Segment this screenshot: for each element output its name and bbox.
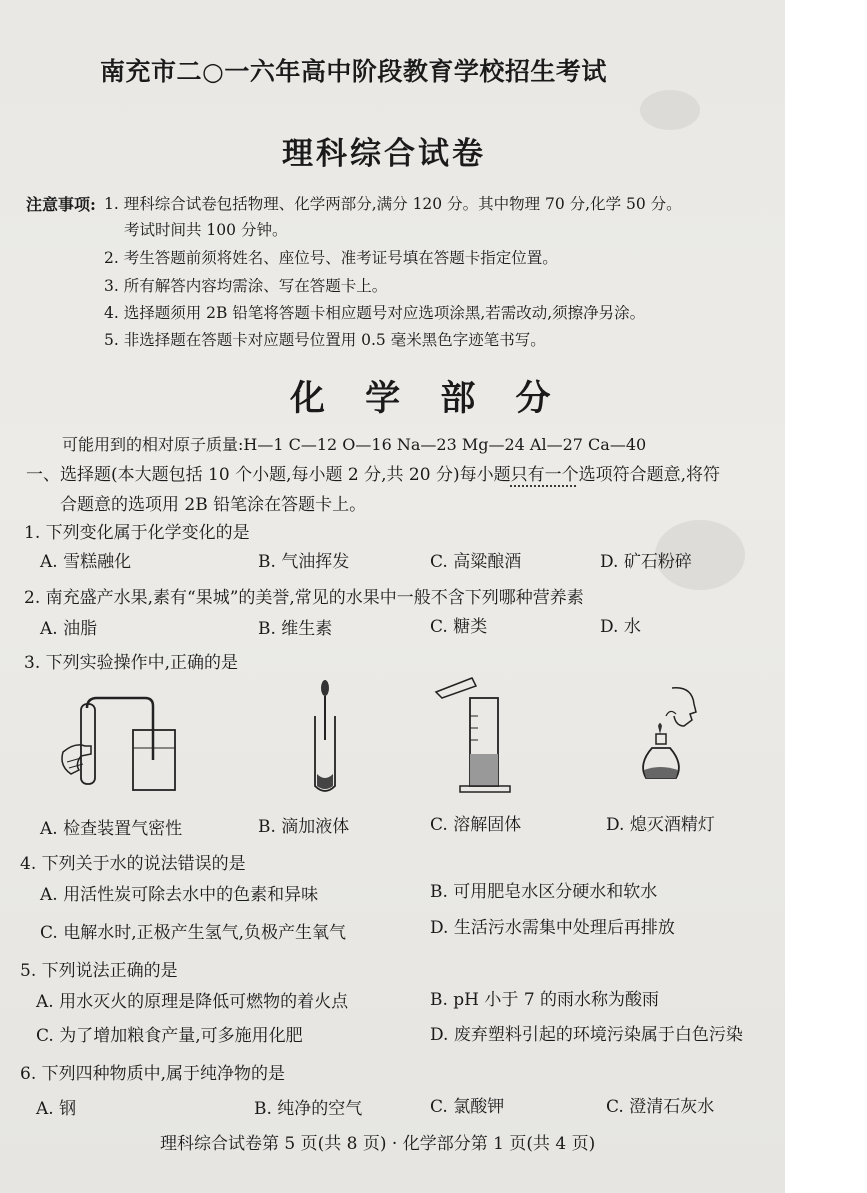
part1-instruction bbox=[26, 460, 720, 485]
figure-graduated-cylinder bbox=[432, 676, 522, 796]
part1-emphasis: 只有一个 bbox=[510, 465, 579, 485]
paper-subtitle: 理科综合试卷 bbox=[282, 136, 486, 172]
option: C. 溶解固体 bbox=[430, 815, 522, 835]
option: C. 高粱酿酒 bbox=[430, 552, 522, 572]
option: D. 熄灭酒精灯 bbox=[606, 815, 715, 835]
option: B. 纯净的空气 bbox=[254, 1099, 363, 1119]
option: D. 矿石粉碎 bbox=[600, 552, 692, 572]
note-item: 3. 所有解答内容均需涂、写在答题卡上。 bbox=[104, 277, 388, 295]
option: A. 钢 bbox=[36, 1099, 77, 1119]
option: A. 检查装置气密性 bbox=[40, 819, 183, 839]
option: B. 维生素 bbox=[258, 619, 333, 639]
option: B. pH 小于 7 的雨水称为酸雨 bbox=[430, 990, 660, 1010]
option: A. 用活性炭可除去水中的色素和异味 bbox=[40, 885, 319, 905]
note-item: 4. 选择题须用 2B 铅笔将答题卡相应题号对应选项涂黑,若需改动,须擦净另涂。 bbox=[104, 304, 646, 322]
option: B. 气油挥发 bbox=[258, 552, 350, 572]
figure-alcohol-lamp bbox=[636, 686, 716, 786]
option: A. 油脂 bbox=[40, 619, 98, 639]
option: D. 生活污水需集中处理后再排放 bbox=[430, 918, 675, 938]
option: A. 雪糕融化 bbox=[40, 552, 132, 572]
exam-title: 南充市二○一六年高中阶段教育学校招生考试 bbox=[100, 57, 607, 86]
question-stem: 6. 下列四种物质中,属于纯净物的是 bbox=[20, 1064, 286, 1084]
question-stem: 5. 下列说法正确的是 bbox=[20, 961, 178, 981]
section-title: 化 学 部 分 bbox=[290, 378, 565, 419]
figure-airtightness-check bbox=[55, 690, 175, 795]
option: C. 氯酸钾 bbox=[430, 1097, 505, 1117]
atomic-masses: 可能用到的相对原子质量:H—1 C—12 O—16 Na—23 Mg—24 Al—27 Ca—40 bbox=[62, 435, 647, 454]
note-item: 2. 考生答题前须将姓名、座位号、准考证号填在答题卡指定位置。 bbox=[104, 249, 558, 267]
question-stem: 2. 南充盛产水果,素有“果城”的美誉,常见的水果中一般不含下列哪种营养素 bbox=[24, 588, 584, 608]
question-stem: 4. 下列关于水的说法错误的是 bbox=[20, 854, 246, 874]
note-item: 考试时间共 100 分钟。 bbox=[124, 221, 288, 239]
question-stem: 3. 下列实验操作中,正确的是 bbox=[24, 653, 239, 673]
option: D. 废弃塑料引起的环境污染属于白色污染 bbox=[430, 1025, 743, 1045]
option: A. 用水灭火的原理是降低可燃物的着火点 bbox=[36, 992, 349, 1012]
part1-text-c: 选项符合题意,将符 bbox=[578, 465, 720, 485]
option: D. 水 bbox=[600, 617, 641, 637]
option: C. 澄清石灰水 bbox=[606, 1097, 715, 1117]
option: C. 糖类 bbox=[430, 617, 488, 637]
part1-text-a: 一、选择题(本大题包括 10 个小题,每小题 2 分,共 20 分)每小题 bbox=[26, 465, 511, 485]
page-footer: 理科综合试卷第 5 页(共 8 页) · 化学部分第 1 页(共 4 页) bbox=[160, 1134, 596, 1154]
option: C. 电解水时,正极产生氢气,负极产生氧气 bbox=[40, 923, 347, 943]
note-item: 1. 理科综合试卷包括物理、化学两部分,满分 120 分。其中物理 70 分,化学 50 分。 bbox=[104, 195, 682, 213]
option: B. 滴加液体 bbox=[258, 817, 350, 837]
notes-label: 注意事项: bbox=[26, 195, 96, 214]
option: C. 为了增加粮食产量,可多施用化肥 bbox=[36, 1026, 303, 1046]
part1-instruction-2: 合题意的选项用 2B 铅笔涂在答题卡上。 bbox=[60, 495, 367, 515]
figure-dropper bbox=[310, 678, 340, 796]
option: B. 可用肥皂水区分硬水和软水 bbox=[430, 882, 658, 902]
note-item: 5. 非选择题在答题卡对应题号位置用 0.5 毫米黑色字迹笔书写。 bbox=[104, 331, 546, 349]
smudge bbox=[640, 90, 700, 130]
question-stem: 1. 下列变化属于化学变化的是 bbox=[24, 523, 250, 543]
